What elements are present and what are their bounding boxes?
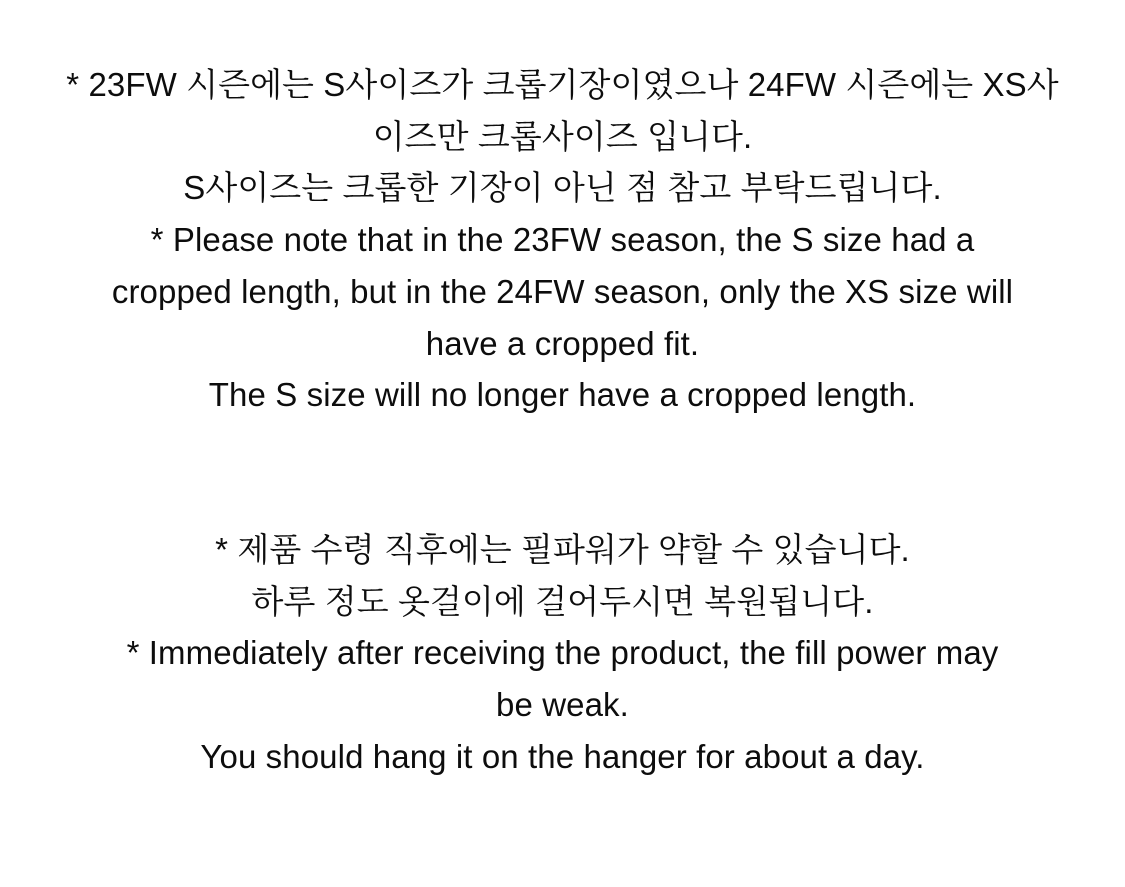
- fill-power-notice-paragraph: [0, 524, 1125, 783]
- notice-line-en: The S size will no longer have a cropped length.: [208, 376, 917, 414]
- notice-line-en: cropped length, but in the 24FW season, only the XS size will: [111, 272, 1014, 310]
- notice-line-ko: 하루 정도 옷걸이에 걸어두시면 복원됩니다.: [251, 582, 874, 620]
- notice-line-en: You should hang it on the hanger for about a day.: [200, 737, 925, 775]
- notice-line-en: be weak.: [496, 686, 629, 724]
- notice-line-en: have a cropped fit.: [425, 324, 700, 362]
- notice-line-ko: S사이즈는 크롭한 기장이 아닌 점 참고 부탁드립니다.: [183, 169, 942, 207]
- notice-line-ko: * 23FW 시즌에는 S사이즈가 크롭기장이였으나 24FW 시즌에는 XS사: [66, 66, 1059, 103]
- notice-line-ko: 이즈만 크롭사이즈 입니다.: [372, 117, 753, 155]
- notice-line-en: * Immediately after receiving the product, the fill power may: [126, 634, 999, 672]
- size-change-notice-paragraph: [0, 59, 1125, 421]
- notice-line-ko: * 제품 수령 직후에는 필파워가 약할 수 있습니다.: [215, 530, 910, 568]
- notice-line-en: * Please note that in the 23FW season, the S size had a: [150, 221, 975, 259]
